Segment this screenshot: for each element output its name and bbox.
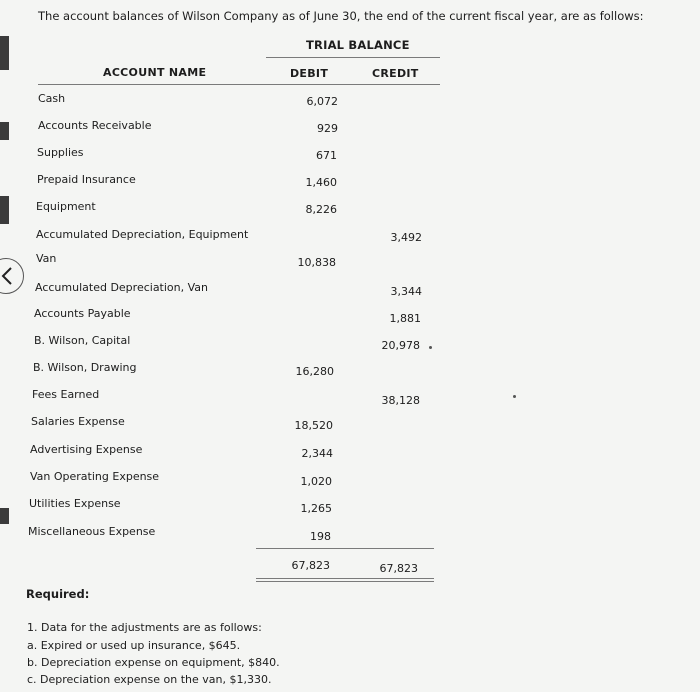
double-rule-top [256, 578, 434, 579]
account-name-header: ACCOUNT NAME [103, 66, 207, 79]
credit-amount: 38,128 [381, 394, 420, 407]
debit-amount: 671 [316, 149, 337, 162]
credit-amount: 3,344 [390, 285, 422, 298]
debit-amount: 1,020 [300, 475, 332, 488]
debit-amount: 6,072 [306, 95, 338, 108]
account-name: Accumulated Depreciation, Equipment [36, 228, 249, 241]
debit-amount: 16,280 [295, 365, 334, 378]
account-name: Accumulated Depreciation, Van [35, 281, 209, 294]
credit-amount: 20,978 [381, 339, 420, 352]
debit-amount: 1,460 [305, 176, 337, 189]
credit-amount: 1,881 [389, 312, 421, 325]
debit-amount: 18,520 [294, 419, 333, 432]
title-underline [266, 57, 440, 58]
account-name: Prepaid Insurance [37, 173, 136, 186]
debit-header: DEBIT [290, 67, 329, 80]
account-name: Accounts Payable [34, 307, 131, 320]
double-rule-bottom [256, 581, 434, 582]
required-line: a. Expired or used up insurance, $645. [27, 639, 241, 652]
account-name: Supplies [37, 146, 84, 159]
required-line: c. Depreciation expense on the van, $1,330. [27, 673, 272, 686]
header-underline [38, 84, 440, 85]
left-edge-tab [0, 196, 9, 224]
debit-amount: 1,265 [300, 502, 332, 515]
account-name: B. Wilson, Drawing [33, 361, 137, 374]
debit-amount: 10,838 [297, 256, 336, 269]
account-name: B. Wilson, Capital [34, 334, 131, 347]
left-edge-tab [0, 508, 9, 524]
account-name: Miscellaneous Expense [28, 525, 156, 538]
account-name: Fees Earned [32, 388, 100, 401]
account-name: Equipment [36, 200, 96, 213]
debit-total: 67,823 [291, 559, 330, 572]
required-line: b. Depreciation expense on equipment, $840. [27, 656, 280, 669]
intro-text: The account balances of Wilson Company as of June 30, the end of the current fiscal year, are as follows: [38, 9, 644, 23]
account-name: Salaries Expense [31, 415, 125, 428]
left-edge-tab [0, 122, 9, 140]
account-name: Accounts Receivable [38, 119, 152, 132]
required-line: 1. Data for the adjustments are as follows: [27, 621, 262, 634]
total-rule [256, 548, 434, 549]
account-name: Van [36, 252, 57, 265]
back-button[interactable] [0, 258, 24, 294]
account-name: Utilities Expense [29, 497, 121, 510]
trial-balance-title: TRIAL BALANCE [306, 38, 410, 52]
required-heading: Required: [26, 587, 90, 601]
debit-amount: 929 [317, 122, 338, 135]
account-name: Van Operating Expense [30, 470, 160, 483]
chevron-left-icon [1, 266, 13, 286]
debit-amount: 2,344 [301, 447, 333, 460]
credit-header: CREDIT [372, 67, 419, 80]
left-edge-tab [0, 36, 9, 70]
account-name: Cash [38, 92, 66, 105]
credit-amount: 3,492 [390, 231, 422, 244]
stray-mark [513, 395, 516, 398]
account-name: Advertising Expense [30, 443, 143, 456]
credit-total: 67,823 [379, 562, 418, 575]
debit-amount: 198 [310, 530, 331, 543]
debit-amount: 8,226 [305, 203, 337, 216]
stray-mark [429, 346, 432, 349]
